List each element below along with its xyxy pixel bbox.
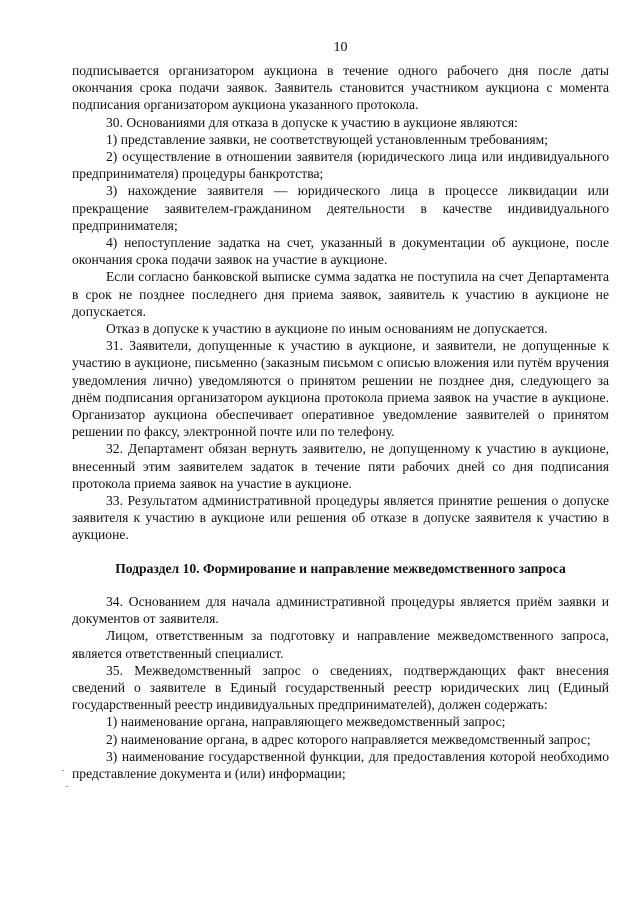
paragraph-item-30: 30. Основаниями для отказа в допуске к участию в аукционе являются:	[106, 114, 518, 130]
paragraph-item-35-1: 1) наименование органа, направляющего межведомственный запрос;	[106, 714, 506, 730]
scan-speck	[66, 786, 68, 787]
paragraph-item-35-3: 3) наименование государственной функции, для предоставления которой необходимо представление документа и (или) информации;	[72, 748, 609, 781]
paragraph-item-33: 33. Результатом административной процедуры является принятие решения о допуске заявителя к участию в аукционе или решения об отказе в допуске заявителя к участию в аукционе.	[72, 493, 609, 543]
paragraph-responsible-person: Лицом, ответственным за подготовку и направление межведомственного запроса, является ответственный специалист.	[72, 628, 609, 661]
paragraph-item-32: 32. Департамент обязан вернуть заявителю, не допущенному к участию в аукционе, внесенный этим заявителем задаток в течение пяти рабочих дней со дня подписания протокола приема заявок на участие в аукционе.	[72, 441, 609, 491]
paragraph-item-30-2: 2) осуществление в отношении заявителя (юридического лица или индивидуального предпринимателя) процедуры банкротства;	[72, 149, 609, 182]
scan-speck	[62, 770, 64, 771]
paragraph-item-35: 35. Межведомственный запрос о сведениях, подтверждающих факт внесения сведений о заявителе в Единый государственный реестр юридических лиц (Единый государственный реестр индивидуальных предпринимателей), должен содержать:	[72, 662, 609, 713]
paragraph-other-grounds: Отказ в допуске к участию в аукционе по иным основаниям не допускается.	[106, 321, 548, 337]
paragraph-item-30-1: 1) представление заявки, не соответствующей установленным требованиям;	[106, 131, 549, 147]
page-number: 10	[333, 40, 348, 55]
paragraph-continuation: подписывается организатором аукциона в течение одного рабочего дня после даты окончания срока подачи заявок. Заявитель становится участником аукциона с момента подписания организатором аукциона указанного протокола.	[72, 63, 609, 113]
paragraph-deposit-note: Если согласно банковской выписке сумма задатка не поступила на счет Департамента в срок не позднее последнего дня приема заявок, заявитель к участию в аукционе не допускается.	[72, 269, 609, 319]
paragraph-item-35-2: 2) наименование органа, в адрес которого направляется межведомственный запрос;	[106, 731, 591, 747]
paragraph-item-30-3: 3) нахождение заявителя — юридического лица в процессе ликвидации или прекращение заявителем-гражданином деятельности в качестве индивидуального предпринимателя;	[72, 183, 609, 233]
paragraph-item-30-4: 4) непоступление задатка на счет, указанный в документации об аукционе, после окончания срока подачи заявок на участие в аукционе.	[72, 235, 609, 268]
section-heading: Подраздел 10. Формирование и направление межведомственного запроса	[115, 560, 566, 576]
paragraph-item-31: 31. Заявители, допущенные к участию в аукционе, и заявители, не допущенные к участию в аукционе, письменно (заказным письмом с описью вложения или путём вручения уведомления лично) уведомляются о принятом решении не позднее дня, следующего за днём подписания организатором аукциона протокола приема заявок на участие в аукционе. Организатор аукциона обеспечивает оперативное уведомление заявителей о принятом решении по факсу, электронной почте или по телефону.	[72, 338, 609, 440]
document-page	[72, 40, 609, 782]
paragraph-item-34: 34. Основанием для начала административной процедуры является приём заявки и документов от заявителя.	[72, 593, 609, 627]
